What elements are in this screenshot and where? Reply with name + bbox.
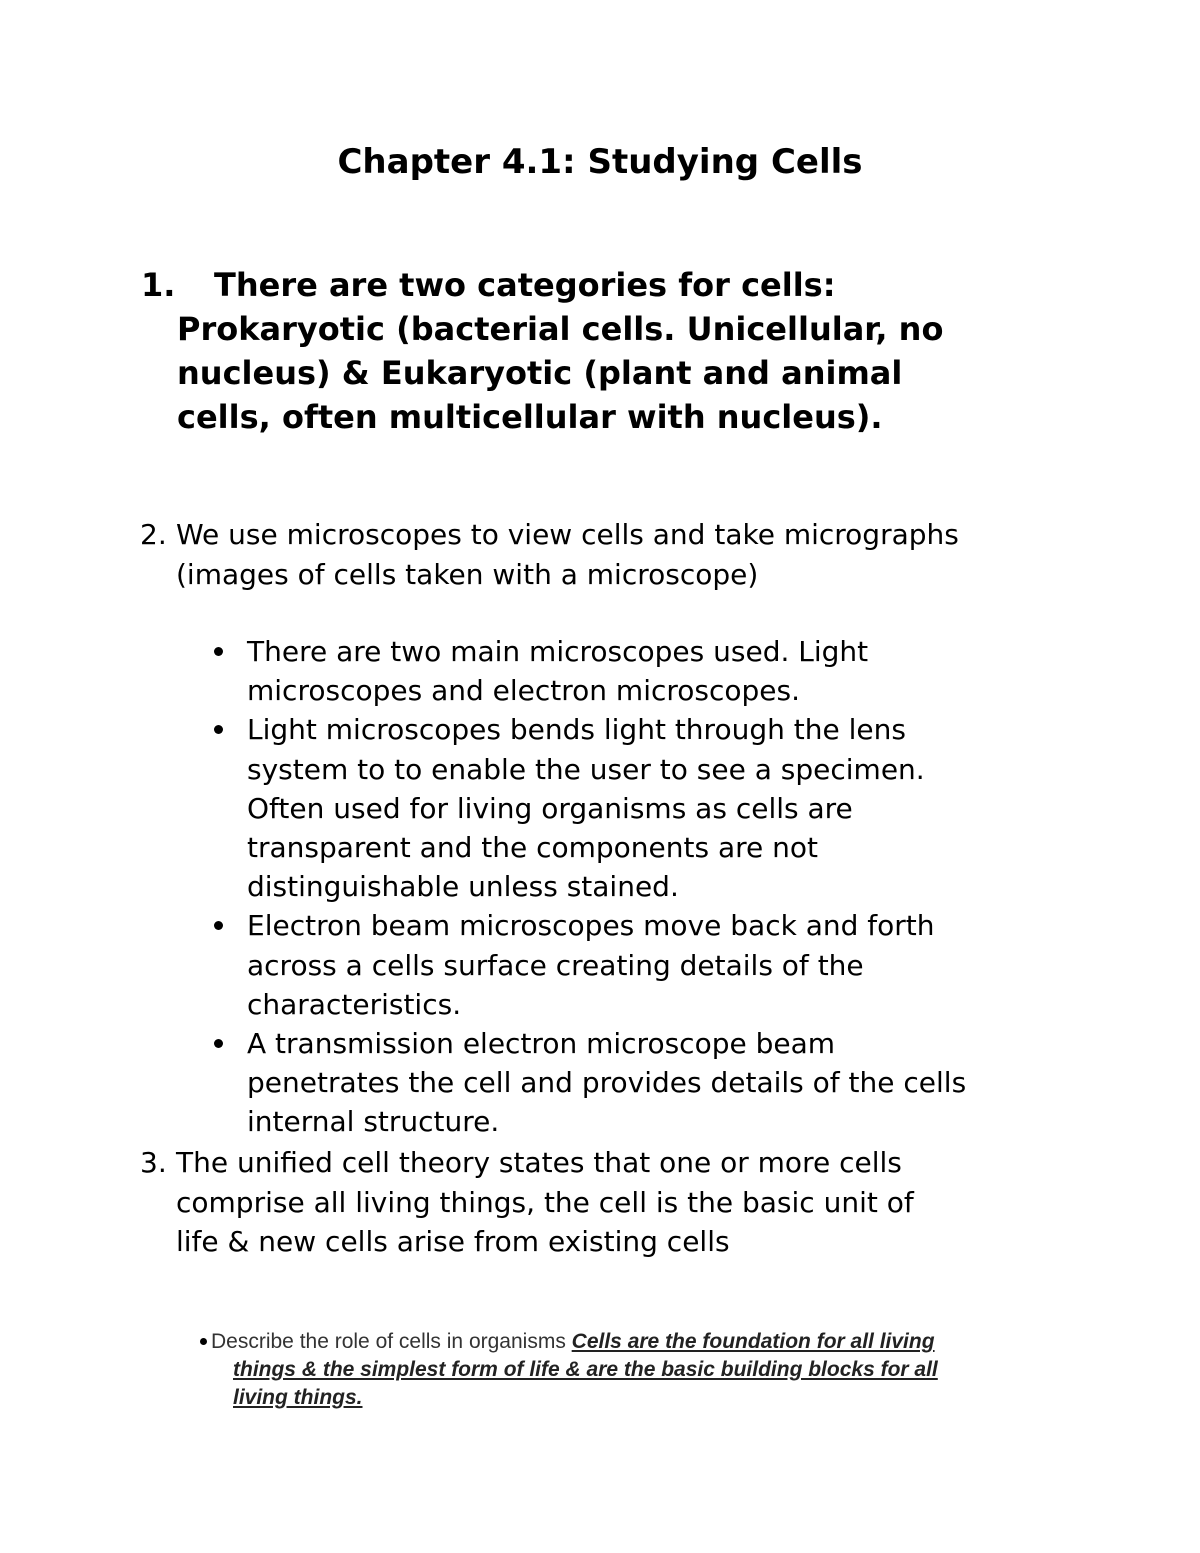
bullet-line: across a cells surface creating details of the: [247, 948, 864, 982]
answer-line: living things.: [233, 1386, 363, 1409]
list-item-2: [140, 515, 1076, 594]
list-item-3: [140, 1143, 1076, 1262]
list-item-number: 2.: [140, 518, 167, 551]
bullet-line: distinguishable unless stained.: [247, 870, 679, 904]
list-item-line: comprise all living things, the cell is the basic unit of: [176, 1185, 914, 1219]
list-item-line: (images of cells taken with a microscope): [176, 557, 759, 591]
bullet-line: system to to enable the user to see a specimen.: [247, 752, 925, 786]
answer-line: Cells are the foundation for all living: [571, 1330, 935, 1353]
bullet-line: Light microscopes bends light through the lens: [247, 713, 906, 747]
question-block: [212, 1328, 1042, 1412]
bullet-item: [247, 1024, 1077, 1142]
page-title: Chapter 4.1: Studying Cells: [337, 142, 863, 182]
bullet-icon: [214, 725, 223, 734]
bullet-line: A transmission electron microscope beam: [247, 1027, 836, 1061]
bullet-icon: [214, 647, 223, 656]
bullet-line: There are two main microscopes used. Light: [247, 635, 869, 668]
list-item-line: life & new cells arise from existing cells: [176, 1225, 730, 1258]
bullet-item: [247, 632, 1077, 710]
list-item-1: [141, 263, 1057, 439]
bullet-line: internal structure.: [247, 1105, 500, 1139]
bullet-item: [247, 710, 1077, 906]
bullet-item: [247, 906, 1077, 1024]
bullet-icon: [214, 1039, 223, 1048]
bullet-line: characteristics.: [247, 987, 462, 1021]
bullet-icon: [200, 1338, 207, 1345]
bullet-line: transparent and the components are not: [247, 831, 819, 865]
question-prompt: Describe the role of cells in organisms: [211, 1330, 566, 1353]
list-item-number: 1.: [141, 266, 176, 304]
list-item-line: We use microscopes to view cells and take micrographs: [176, 518, 959, 551]
bullet-icon: [214, 921, 223, 930]
microscope-bullet-list: [247, 632, 1077, 1142]
list-item-line: The unified cell theory states that one or more cells: [176, 1146, 902, 1179]
bullet-line: Often used for living organisms as cells are: [247, 791, 853, 825]
bullet-line: microscopes and electron microscopes.: [247, 674, 801, 708]
list-item-line: There are two categories for cells:: [214, 266, 836, 304]
list-item-line: Prokaryotic (bacterial cells. Unicellular, no: [177, 310, 944, 348]
bullet-line: penetrates the cell and provides details of the cells: [247, 1066, 967, 1100]
list-item-line: nucleus) & Eukaryotic (plant and animal: [177, 354, 903, 392]
answer-line: things & the simplest form of life & are the basic building blocks for all: [233, 1358, 938, 1381]
list-item-number: 3.: [140, 1146, 167, 1179]
list-item-line: cells, often multicellular with nucleus).: [177, 398, 883, 436]
bullet-line: Electron beam microscopes move back and forth: [247, 909, 935, 943]
question-first-line: [212, 1328, 1042, 1356]
